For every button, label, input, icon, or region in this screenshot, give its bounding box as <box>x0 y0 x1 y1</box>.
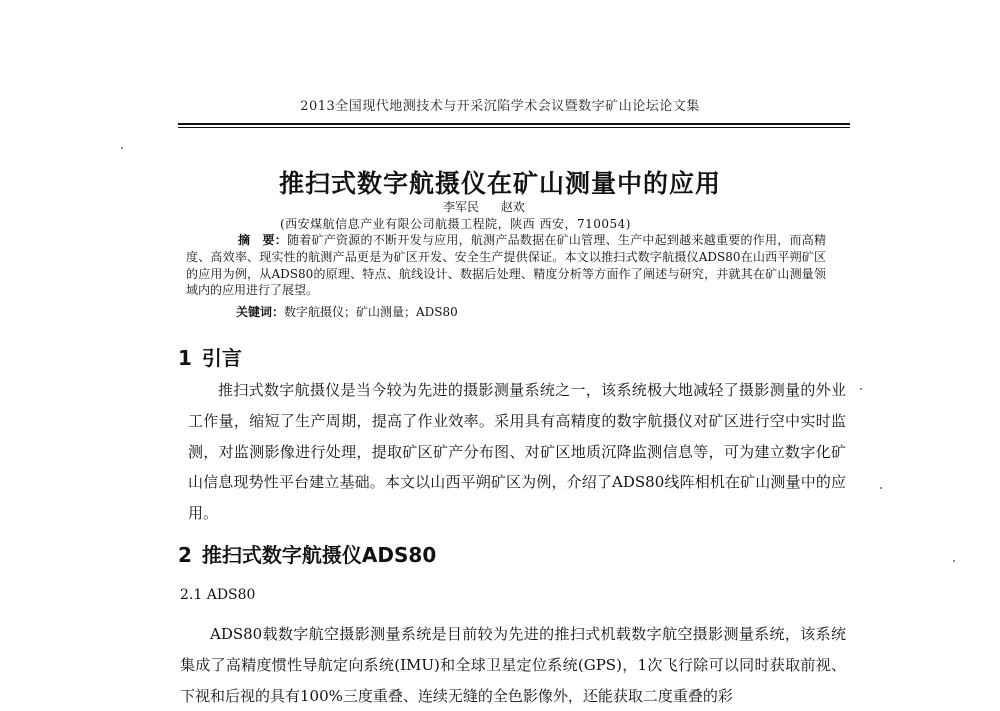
abstract-label: 摘 要： <box>238 233 288 247</box>
running-header: 2013全国现代地测技术与开采沉陷学术会议暨数字矿山论坛论文集 <box>300 99 700 114</box>
scan-speck <box>121 147 123 149</box>
introduction-paragraph: 推扫式数字航摄仪是当今较为先进的摄影测量系统之一，该系统极大地减轻了摄影测量的外业工作量，缩短了生产周期，提高了作业效率。采用具有高精度的数字航摄仪对矿区进行空中实时监测，对监测影像进行处理，提取矿区矿产分布图、对矿区地质沉降监测信息等，可为建立数字化矿山信息现势性平台建立基础。本文以山西平朔矿区为例，介绍了ADS80线阵相机在矿山测量中的应用。 <box>188 381 846 523</box>
subsection-heading-ads80 <box>180 587 255 603</box>
header-rule-thick <box>178 123 850 125</box>
scan-speck <box>860 388 862 390</box>
header-rule-thin <box>178 127 850 128</box>
abstract-text: 随着矿产资源的不断开发与应用，航测产品数据在矿山管理、生产中起到越来越重要的作用，而高精度、高效率、现实性的航测产品更是为矿区开发、安全生产提供保证。本文以推扫式数字航摄仪ADS80在山西平朔矿区的应用为例，从ADS80的原理、特点、航线设计、数据后处理、精度分析等方面作了阐述与研究，并就其在矿山测量领域内的应用进行了展望。 <box>186 233 826 298</box>
scan-speck <box>953 560 955 562</box>
paper-title: 推扫式数字航摄仪在矿山测量中的应用 <box>278 169 721 198</box>
keywords <box>236 303 458 320</box>
section-number: 2 <box>178 543 192 567</box>
author-line <box>443 198 525 215</box>
keywords-text: 数字航摄仪；矿山测量；ADS80 <box>284 305 458 319</box>
ads80-paragraph: ADS80载数字航空摄影测量系统是目前较为先进的推扫式机载数字航空摄影测量系统，该系统集成了高精度惯性导航定向系统(IMU)和全球卫星定位系统(GPS)，1次飞行除可以同时获取前视、下视和后视的具有100%三度重叠、连续无缝的全色影像外，还能获取二度重叠的彩 <box>180 625 846 705</box>
section-heading-ads80 <box>178 539 436 568</box>
section-heading-introduction <box>178 342 242 371</box>
section-title: 推扫式数字航摄仪ADS80 <box>201 543 437 567</box>
author-name: 李军民 <box>443 200 480 214</box>
subsection-title: ADS80 <box>206 587 256 603</box>
abstract <box>186 232 826 299</box>
section-number: 1 <box>178 346 192 370</box>
author-name: 赵欢 <box>500 200 525 214</box>
subsection-number: 2.1 <box>180 587 203 603</box>
scan-speck <box>880 487 882 489</box>
affiliation: (西安煤航信息产业有限公司航摄工程院，陕西 西安，710054) <box>280 217 631 231</box>
section-title: 引言 <box>201 346 242 370</box>
keywords-label: 关键词： <box>236 305 285 319</box>
